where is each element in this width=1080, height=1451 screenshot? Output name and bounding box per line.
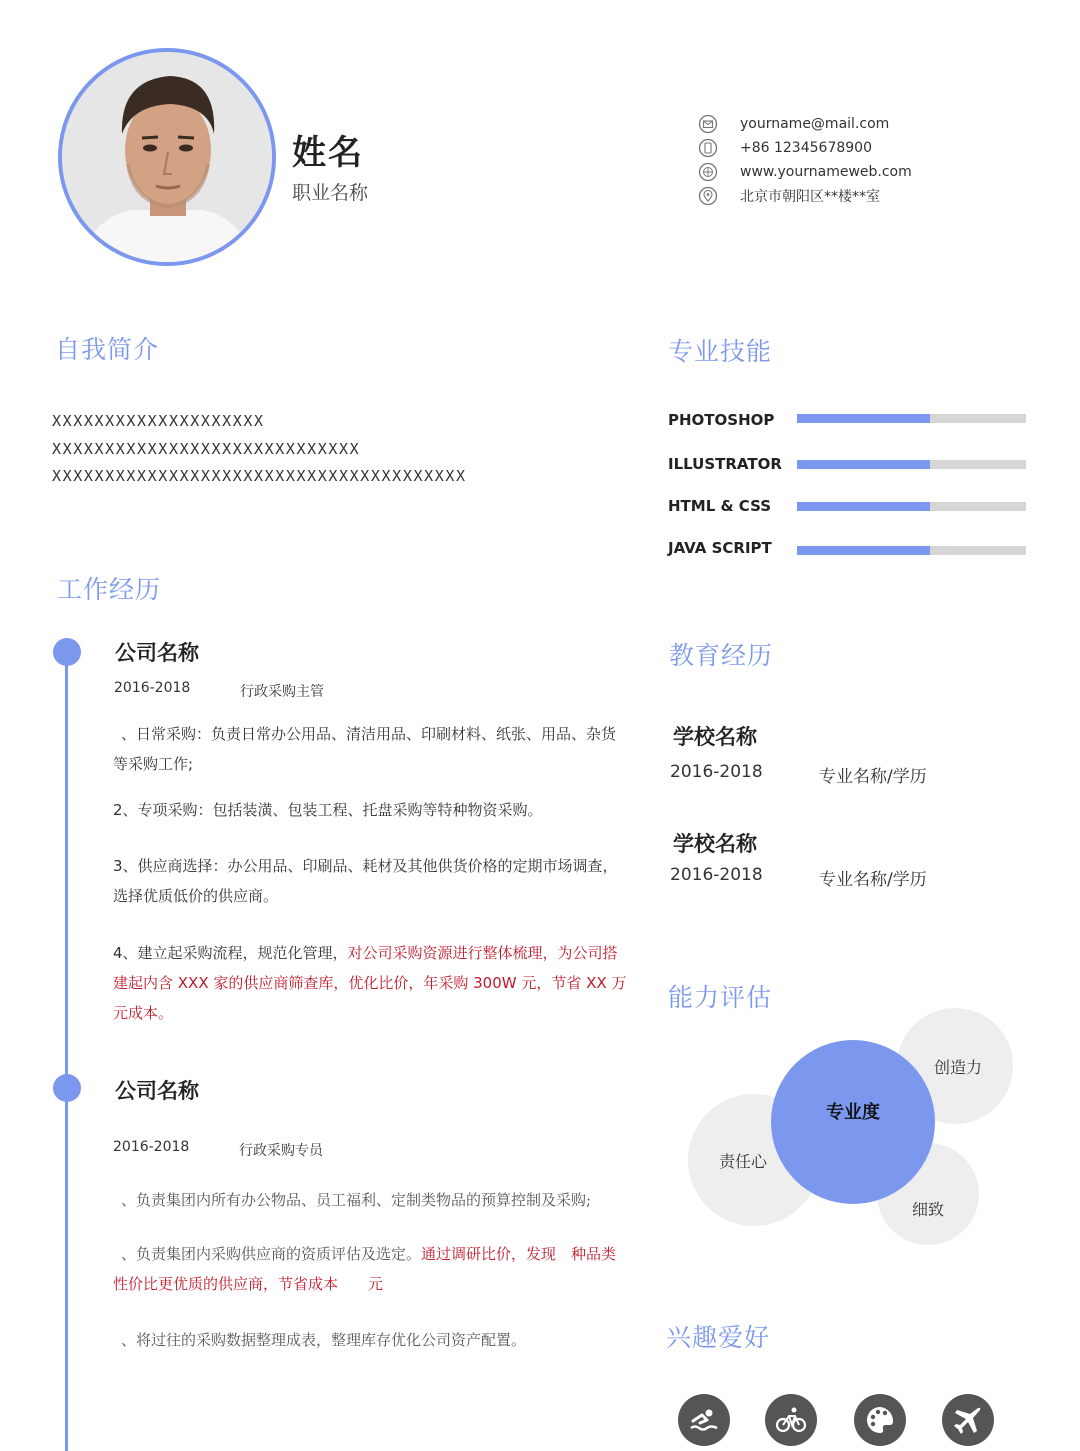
painting-icon (854, 1394, 906, 1446)
location-icon (698, 186, 718, 206)
globe-icon (698, 162, 718, 182)
work-title: 工作经历 (57, 575, 162, 604)
job-1-duty-1: 、日常采购：负责日常办公用品、清洁用品、印刷材料、纸张、用品、杂货等采购工作; (113, 725, 617, 773)
timeline-dot (53, 1074, 81, 1102)
timeline-line (65, 655, 68, 1451)
job-1-role: 行政采购主管 (240, 684, 324, 700)
swimming-icon (678, 1394, 730, 1446)
email-text: yourname@mail.com (740, 116, 890, 132)
hobbies-title: 兴趣爱好 (666, 1323, 771, 1352)
contact-website (698, 161, 912, 183)
intro-line-1: XXXXXXXXXXXXXXXXXXXX (52, 412, 265, 430)
ability-detail-label: 细致 (911, 1199, 944, 1219)
job-2-duty-2-highlight: 通过调研比价，发现 种品类性价比更优质的供应商，节省成本 元 (113, 1245, 617, 1293)
skill-bar-fill (797, 460, 930, 469)
job-2-company: 公司名称 (115, 1079, 199, 1103)
address-text: 北京市朝阳区**楼**室 (740, 189, 880, 205)
job-2-duty-2 (113, 1239, 628, 1299)
job-1-company: 公司名称 (115, 641, 199, 665)
job-2-duty-3: 、将过往的采购数据整理成表，整理库存优化公司资产配置。 (121, 1331, 527, 1349)
job-1-duty-4 (113, 938, 628, 1028)
ability-professionalism-label: 专业度 (826, 1102, 880, 1123)
job-2-duty-2-text: 、负责集团内采购供应商的资质评估及选定。 (121, 1245, 422, 1263)
skills-title: 专业技能 (668, 337, 773, 366)
contact-address (698, 185, 880, 207)
school-2-years: 2016-2018 (670, 865, 763, 885)
job-2-role: 行政采购专员 (239, 1143, 323, 1159)
job-title: 职业名称 (292, 182, 369, 204)
travel-plane-icon (942, 1394, 994, 1446)
intro-title: 自我简介 (55, 335, 160, 364)
skill-label-javascript: JAVA SCRIPT (668, 539, 772, 557)
mail-icon (698, 114, 718, 134)
phone-text: +86 12345678900 (740, 140, 872, 156)
job-1-duty-3: 3、供应商选择：办公用品、印刷品、耗材及其他供货价格的定期市场调查，选择优质低价的供应商。 (113, 857, 618, 905)
intro-line-2: XXXXXXXXXXXXXXXXXXXXXXXXXXXXX (52, 440, 361, 458)
job-2-duty-1: 、负责集团内所有办公物品、员工福利、定制类物品的预算控制及采购; (121, 1191, 592, 1209)
intro-line-3: XXXXXXXXXXXXXXXXXXXXXXXXXXXXXXXXXXXXXXX (52, 467, 467, 485)
job-1-duty-4-highlight: 对公司采购资源进行整体梳理，为公司搭建起内含 XXX 家的供应商筛查库，优化比价，年采购 300W 元，节省 XX 万元成本。 (113, 944, 627, 1022)
ability-responsibility-label: 责任心 (718, 1151, 767, 1171)
ability-creativity-label: 创造力 (933, 1057, 982, 1077)
candidate-name: 姓名 (292, 133, 364, 173)
contact-email (698, 113, 889, 135)
skill-label-html-css: HTML & CSS (668, 497, 772, 515)
cycling-icon (765, 1394, 817, 1446)
portrait-image (62, 52, 272, 262)
avatar (58, 48, 276, 266)
skill-bar-javascript (797, 546, 1026, 555)
school-1-major: 专业名称/学历 (819, 767, 927, 787)
skill-bar-fill (797, 502, 930, 511)
skill-label-photoshop: PHOTOSHOP (668, 411, 775, 429)
school-1-years: 2016-2018 (670, 762, 763, 782)
job-2-years: 2016-2018 (113, 1139, 190, 1155)
skill-bar-fill (797, 546, 930, 555)
abilities-title: 能力评估 (668, 983, 773, 1012)
skill-bar-html-css (797, 502, 1026, 511)
school-2-major: 专业名称/学历 (819, 870, 927, 890)
school-2-name: 学校名称 (673, 832, 757, 856)
timeline-dot (53, 638, 81, 666)
skill-bar-fill (797, 414, 930, 423)
ability-professionalism (771, 1040, 935, 1204)
skill-label-illustrator: ILLUSTRATOR (668, 455, 782, 473)
contact-phone (698, 137, 872, 159)
job-1-duty-2: 2、专项采购：包括装潢、包装工程、托盘采购等特种物资采购。 (113, 801, 543, 819)
job-1-years: 2016-2018 (114, 680, 191, 696)
school-1-name: 学校名称 (673, 725, 757, 749)
job-1-duty-4-text: 4、建立起采购流程，规范化管理， (113, 944, 348, 962)
education-title: 教育经历 (669, 641, 774, 670)
website-text: www.yournameweb.com (740, 164, 912, 180)
skill-bar-photoshop (797, 414, 1026, 423)
phone-icon (698, 138, 718, 158)
skill-bar-illustrator (797, 460, 1026, 469)
